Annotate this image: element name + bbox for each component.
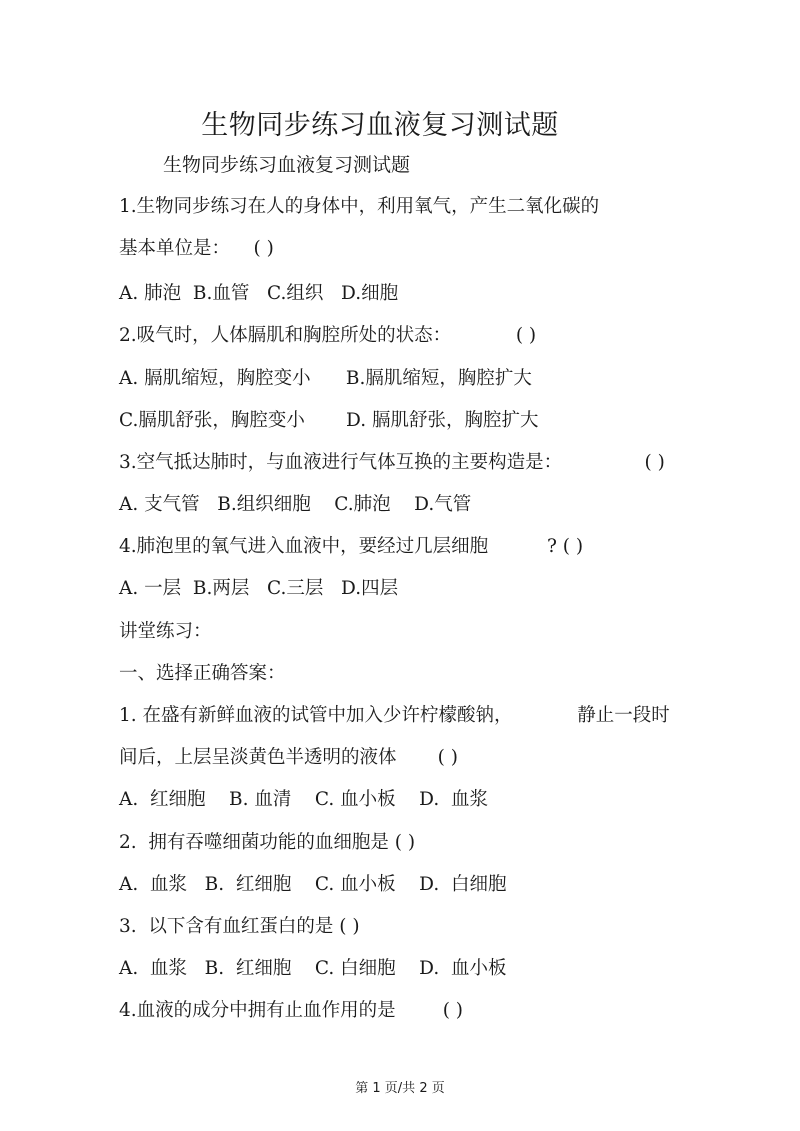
question-line: 4.肺泡里的氧气进入血液中，要经过几层细胞 ? ( ) <box>119 536 584 557</box>
question-line: 2. 拥有吞噬细菌功能的血细胞是 ( ) <box>119 832 416 853</box>
options-line: C.膈肌舒张，胸腔变小 D. 膈肌舒张，胸腔扩大 <box>119 410 539 431</box>
question-line: 1.生物同步练习在人的身体中，利用氧气，产生二氧化碳的 <box>119 196 600 217</box>
options-line: A. 血浆 B. 红细胞 C. 血小板 D. 白细胞 <box>119 874 507 895</box>
options-line: A. 一层 B.两层 C.三层 D.四层 <box>119 578 399 599</box>
page-title: 生物同步练习血液复习测试题 <box>201 110 559 141</box>
section-heading: 讲堂练习： <box>119 621 212 642</box>
question-line: 1. 在盛有新鲜血液的试管中加入少许柠檬酸钠， 静止一段时 <box>119 705 670 726</box>
question-line: 基本单位是： ( ) <box>119 238 274 259</box>
options-line: A. 血浆 B. 红细胞 C. 白细胞 D. 血小板 <box>119 958 507 979</box>
question-line: 间后，上层呈淡黄色半透明的液体 ( ) <box>119 747 458 768</box>
section-heading: 一、选择正确答案： <box>119 663 286 684</box>
question-line: 3.空气抵达肺时，与血液进行气体互换的主要构造是： ( ) <box>119 452 665 473</box>
question-line: 4.血液的成分中拥有止血作用的是 ( ) <box>119 1000 464 1021</box>
options-line: A. 红细胞 B. 血清 C. 血小板 D. 血浆 <box>119 789 488 810</box>
options-line: A. 膈肌缩短，胸腔变小 B.膈肌缩短，胸腔扩大 <box>119 368 532 389</box>
options-line: A. 肺泡 B.血管 C.组织 D.细胞 <box>119 283 399 304</box>
question-line: 2.吸气时，人体膈肌和胸腔所处的状态： ( ) <box>119 325 537 346</box>
question-line: 3. 以下含有血红蛋白的是 ( ) <box>119 916 360 937</box>
options-line: A. 支气管 B.组织细胞 C.肺泡 D.气管 <box>119 494 472 515</box>
page-footer: 第 1 页/共 2 页 <box>355 1081 445 1096</box>
page-subtitle: 生物同步练习血液复习测试题 <box>163 154 411 176</box>
